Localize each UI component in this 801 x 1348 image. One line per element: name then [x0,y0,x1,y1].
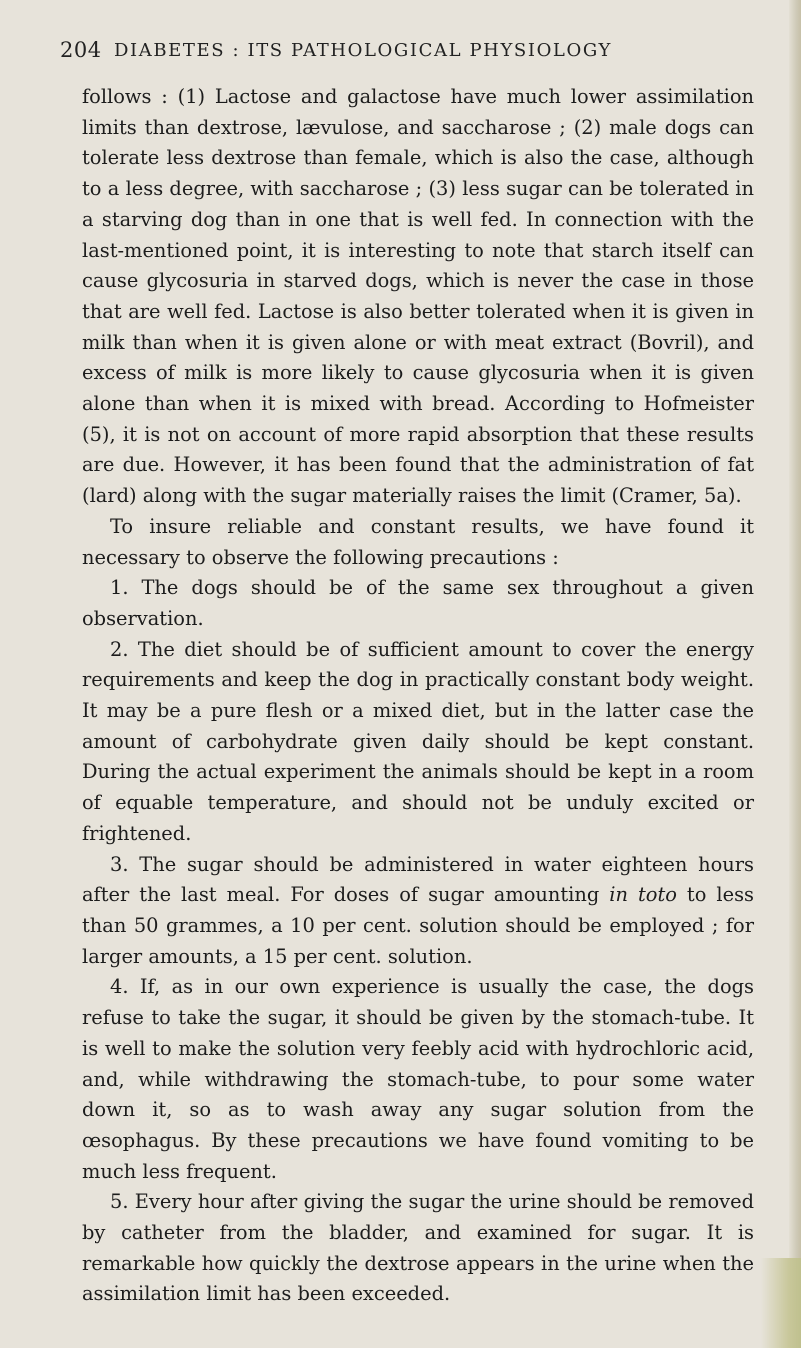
precaution-item-3 [82,850,754,973]
page-edge-shadow [789,0,801,1348]
precaution-item-3-italic: in toto [609,883,677,907]
page-number: 204 [60,38,102,62]
precaution-item-2: 2. The diet should be of sufficient amount to cover the energy requirements and keep the dog in practically constant body weight. It may be a pure flesh or a mixed diet, but in the latter case the amount of carbohydrate given daily should be kept constant. During the actual experiment the animals should be kept in a room of equable temperature, and should not be unduly excited or frightened. [82,637,754,845]
precaution-item-4: 4. If, as in our own experience is usually the case, the dogs refuse to take the sugar, it should be given by the stomach-tube. It is well to make the solution very feebly acid with hydrochloric acid, and, while withdrawing the stomach-tube, to pour some water down it, so as to wash away any sugar solution from the œsophagus. By these precautions we have found vomiting to be much less frequent. [82,975,754,1183]
precaution-item-5: 5. Every hour after giving the sugar the urine should be removed by catheter from the bladder, and examined for sugar. It is remarkable how quickly the dextrose appears in the urine when the assimilation limit has been exceeded. [82,1190,754,1306]
paragraph-precautions-intro: To insure reliable and constant results, we have found it necessary to observe the following precautions : [82,514,754,569]
page-header [60,38,760,66]
precaution-item-3-after: to less than 50 grammes, a 10 per cent. solution should be employed ; for larger amounts, a 15 per cent. solution. [82,883,754,968]
precaution-item-3-before: 3. The sugar should be administered in water eighteen hours after the last meal. For doses of sugar amounting [82,852,754,907]
running-title: DIABETES : ITS PATHOLOGICAL PHYSIOLOGY [114,40,612,61]
paragraph-continuation: follows : (1) Lactose and galactose have much lower assimilation limits than dextrose, lævulose, and saccharose ; (2) male dogs can tolerate less dextrose than female, which is also the case, although to a less degree, with saccharose ; (3) less sugar can be tolerated in a starving dog than in one that is well fed. In connection with the last-mentioned point, it is interesting to note that starch itself can cause glycosuria in starved dogs, which is never the case in those that are well fed. Lactose is also better tolerated when it is given in milk than when it is given alone or with meat extract (Bovril), and excess of milk is more likely to cause glycosuria when it is given alone than when it is mixed with bread. According to Hofmeister (5), it is not on account of more rapid absorption that these results are due. However, it has been found that the administration of fat (lard) along with the sugar materially raises the limit (Cramer, 5a). [82,85,754,508]
body-text [82,82,754,1310]
precaution-item-1: 1. The dogs should be of the same sex throughout a given observation. [82,576,754,630]
page-corner-stain [761,1258,801,1348]
